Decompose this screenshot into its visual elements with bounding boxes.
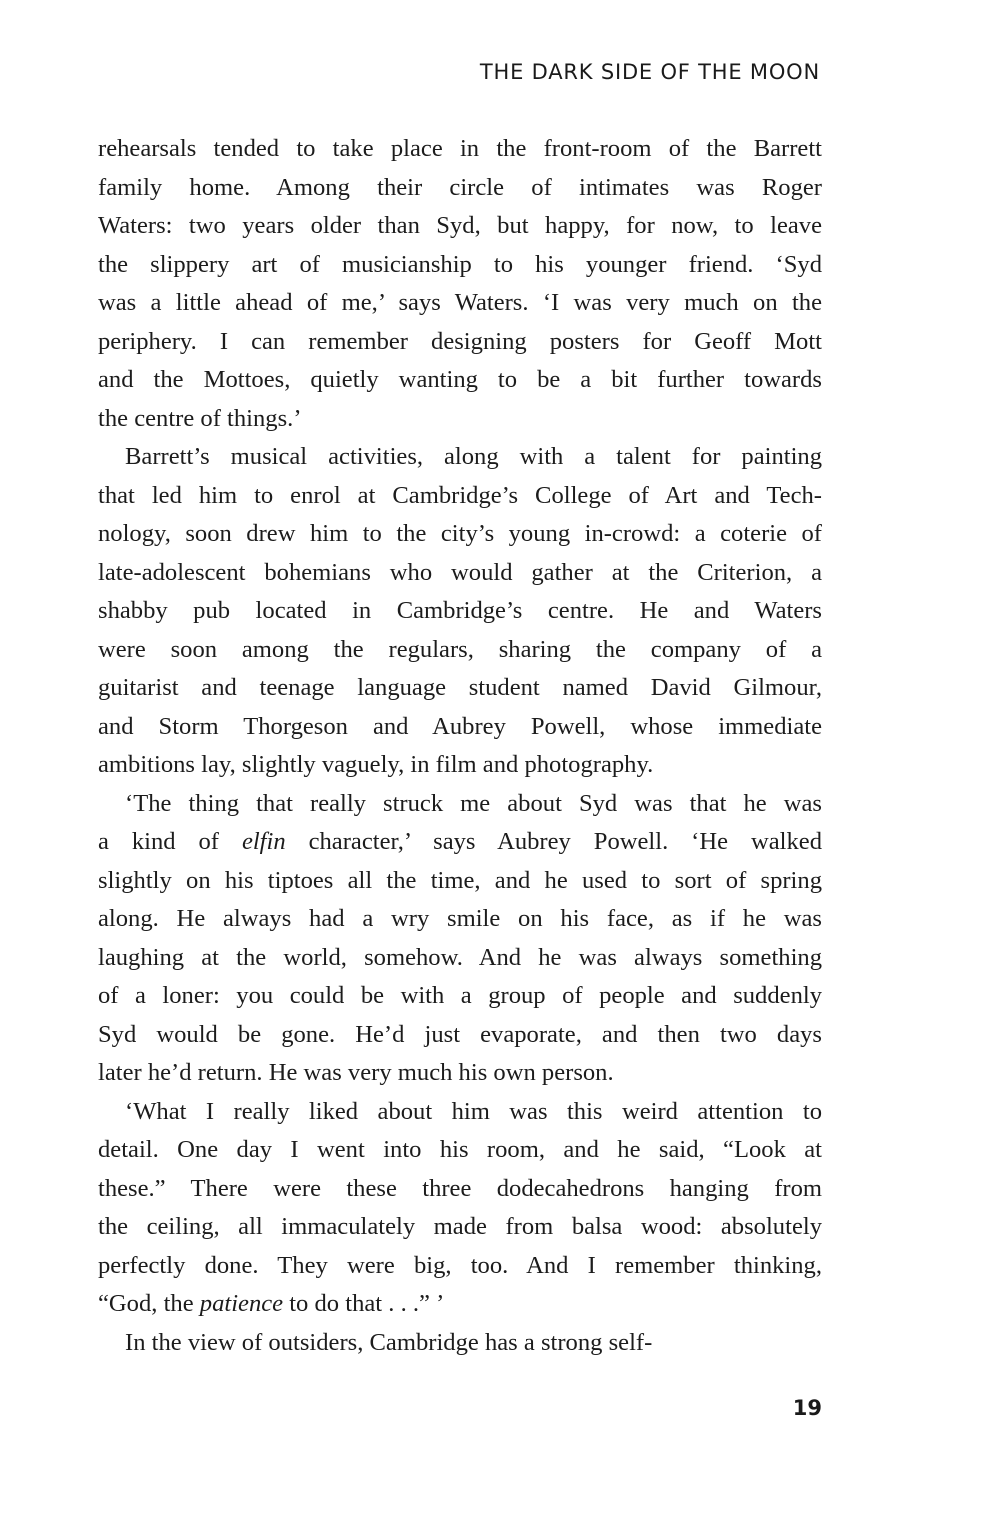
text-line: In the view of outsiders, Cambridge has a strong self-	[125, 1328, 653, 1356]
text-line: laughing at the world, somehow. And he was always something	[98, 943, 822, 971]
text-line: “God, the patience to do that . . .” ’	[98, 1290, 445, 1317]
text-line: ambitions lay, slightly vaguely, in film and photography.	[98, 751, 654, 778]
text-line: Syd would be gone. He’d just evaporate, and then two days	[98, 1020, 822, 1048]
text-line: and the Mottoes, quietly wanting to be a bit further towards	[98, 366, 822, 393]
text-line: was a little ahead of me,’ says Waters. ‘I was very much on the	[98, 289, 822, 316]
text-line: and Storm Thorgeson and Aubrey Powell, whose immediate	[98, 712, 822, 740]
text-line: the ceiling, all immaculately made from balsa wood: absolutely	[98, 1213, 822, 1240]
text-line: these.” There were these three dodecahedrons hanging from	[98, 1174, 822, 1202]
text-line: ‘What I really liked about him was this weird attention to	[125, 1097, 822, 1125]
text-line: late-adolescent bohemians who would gather at the Criterion, a	[98, 558, 822, 586]
running-head: THE DARK SIDE OF THE MOON	[479, 60, 820, 84]
body-text	[98, 130, 822, 1362]
text-line: the slippery art of musicianship to his younger friend. ‘Syd	[98, 250, 822, 278]
paragraph	[98, 438, 822, 785]
text-line: slightly on his tiptoes all the time, and he used to sort of spring	[98, 866, 822, 894]
text-line: guitarist and teenage language student named David Gilmour,	[98, 674, 822, 701]
text-line: along. He always had a wry smile on his face, as if he was	[98, 905, 822, 932]
text-line: were soon among the regulars, sharing the company of a	[98, 635, 822, 663]
text-line: ‘The thing that really struck me about Syd was that he was	[125, 789, 822, 817]
text-line: that led him to enrol at Cambridge’s College of Art and Tech-	[98, 481, 822, 509]
text-line: Waters: two years older than Syd, but happy, for now, to leave	[98, 212, 822, 239]
page-number: 19	[792, 1396, 822, 1420]
text-line: later he’d return. He was very much his own person.	[98, 1059, 614, 1086]
paragraph	[98, 1324, 822, 1363]
text-line: of a loner: you could be with a group of people and suddenly	[98, 982, 822, 1009]
text-line: detail. One day I went into his room, and he said, “Look at	[98, 1136, 822, 1163]
text-line: the centre of things.’	[98, 404, 302, 432]
paragraph	[98, 785, 822, 1093]
paragraph	[98, 1093, 822, 1324]
paragraph	[98, 130, 822, 438]
text-line: Barrett’s musical activities, along with a talent for painting	[125, 443, 822, 470]
text-line: perfectly done. They were big, too. And I remember thinking,	[98, 1251, 822, 1279]
text-line: a kind of elfin character,’ says Aubrey Powell. ‘He walked	[98, 828, 822, 855]
text-line: rehearsals tended to take place in the front-room of the Barrett	[98, 135, 822, 162]
text-line: family home. Among their circle of intimates was Roger	[98, 173, 822, 201]
text-line: shabby pub located in Cambridge’s centre. He and Waters	[98, 597, 822, 624]
text-line: periphery. I can remember designing posters for Geoff Mott	[98, 327, 822, 355]
text-line: nology, soon drew him to the city’s young in-crowd: a coterie of	[98, 520, 822, 547]
